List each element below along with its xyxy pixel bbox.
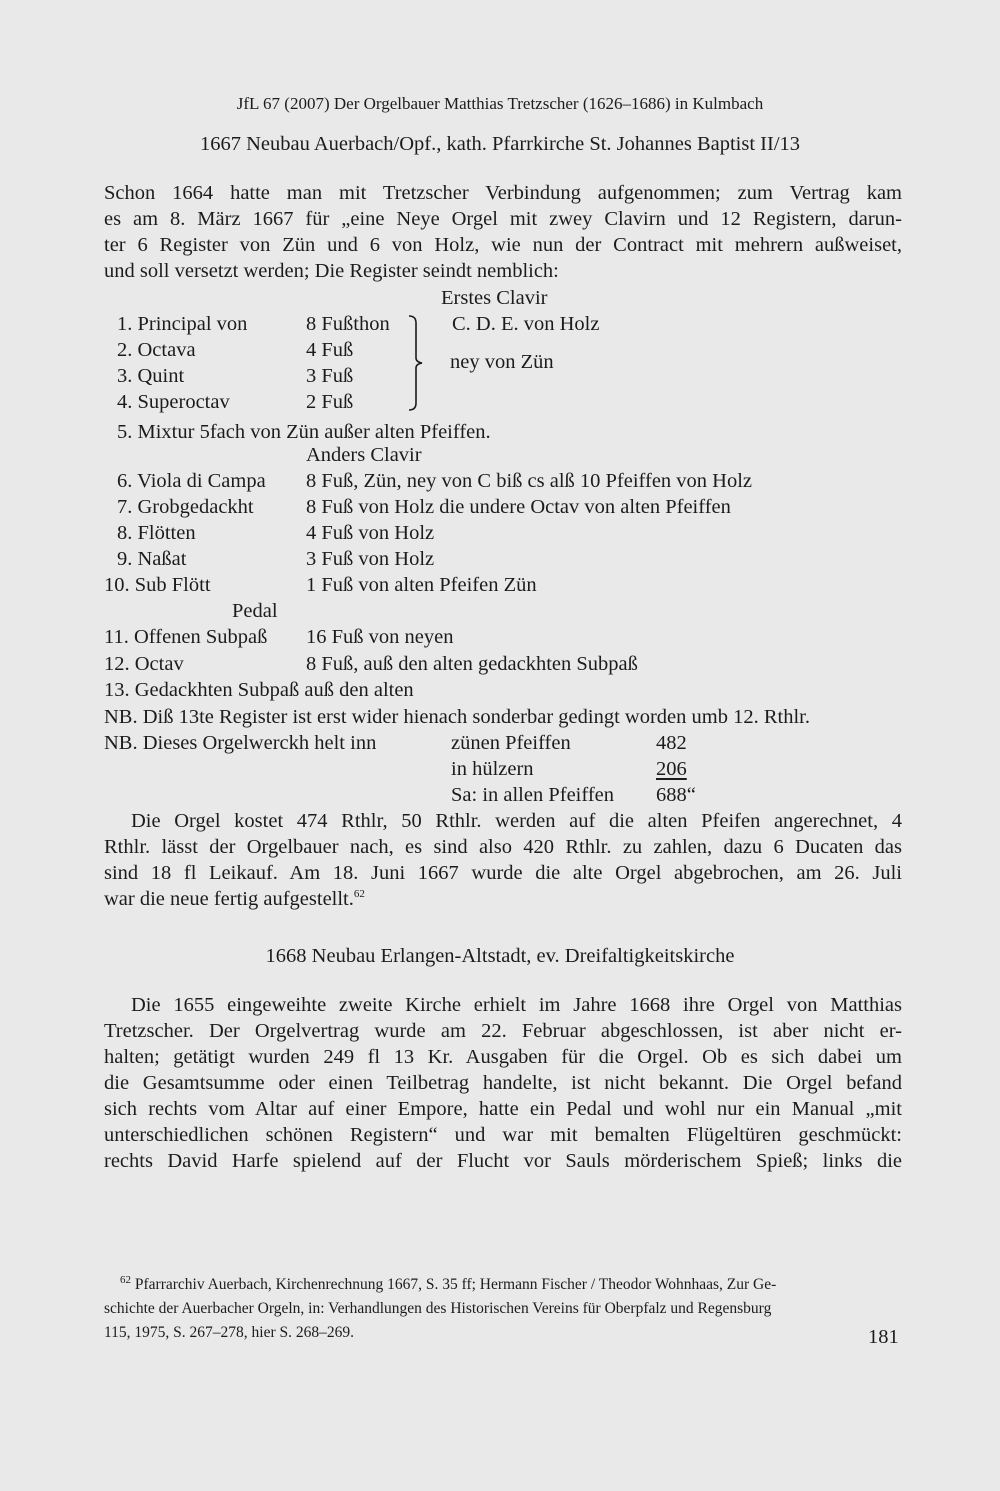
paragraph-line: sind 18 fl Leikauf. Am 18. Juni 1667 wurde die alte Orgel abgebrochen, am 26. Juli	[104, 862, 902, 884]
paragraph-line: Die Orgel kostet 474 Rthlr, 50 Rthlr. werden auf die alten Pfeifen angerechnet, 4	[131, 810, 902, 832]
nb-note: NB. Diß 13te Register ist erst wider hienach sonderbar gedingt worden umb 12. Rthlr.	[104, 706, 810, 728]
register-name: 3. Quint	[117, 365, 185, 387]
paragraph-line: halten; getätigt wurden 249 fl 13 Kr. Ausgaben für die Orgel. Ob es sich dabei um	[104, 1046, 902, 1068]
paragraph-line: Rthlr. lässt der Orgelbauer nach, es sind also 420 Rthlr. zu zahlen, dazu 6 Ducaten das	[104, 836, 902, 858]
register-name: 8. Flötten	[117, 522, 196, 544]
subheading-pedal: Pedal	[232, 600, 278, 622]
footnote-line: 115, 1975, S. 267–278, hier S. 268–269.	[104, 1324, 355, 1341]
brace-note: C. D. E. von Holz	[452, 313, 600, 335]
right-brace-icon	[405, 314, 429, 412]
paragraph-line: Schon 1664 hatte man mit Tretzscher Verbindung aufgenommen; zum Vertrag kam	[104, 182, 902, 204]
paragraph-line: sich rechts vom Altar auf einer Empore, hatte ein Pedal und wohl nur ein Manual „mit	[104, 1098, 902, 1120]
register-name: 13. Gedackhten Subpaß auß den alten	[104, 679, 414, 701]
pipe-count-value: 482	[656, 732, 687, 754]
subheading-erstes-clavir: Erstes Clavir	[441, 287, 548, 309]
register-size: 8 Fußthon	[306, 313, 390, 335]
footnote-reference: 62	[353, 888, 365, 901]
pipe-count-value: 206	[656, 758, 687, 780]
brace-note: ney von Zün	[450, 351, 554, 373]
register-size: 4 Fuß	[306, 339, 354, 361]
register-description: 8 Fuß von Holz die undere Octav von alten Pfeiffen	[306, 496, 731, 518]
paragraph-line: die Gesamtsumme oder einen Teilbetrag handelte, ist nicht bekannt. Die Orgel befand	[104, 1072, 902, 1094]
register-name: 7. Grobgedackht	[117, 496, 254, 518]
section-heading-erlangen: 1668 Neubau Erlangen-Altstadt, ev. Dreifaltigkeitskirche	[265, 945, 735, 967]
register-line: 5. Mixtur 5fach von Zün außer alten Pfeiffen.	[117, 421, 491, 443]
register-name: 1. Principal von	[117, 313, 248, 335]
register-size: 2 Fuß	[306, 391, 354, 413]
pipe-count-label: in hülzern	[451, 758, 534, 780]
register-name: 6. Viola di Campa	[117, 470, 266, 492]
paragraph-line: ter 6 Register von Zün und 6 von Holz, wie nun der Contract mit mehrern außweiset,	[104, 234, 902, 256]
register-name: 9. Naßat	[117, 548, 187, 570]
running-head: JfL 67 (2007) Der Orgelbauer Matthias Tretzscher (1626–1686) in Kulmbach	[236, 94, 764, 113]
page-number: 181	[868, 1326, 899, 1348]
footnote-text: Pfarrarchiv Auerbach, Kirchenrechnung 1667, S. 35 ff; Hermann Fischer / Theodor Wohnhaas, Zur Ge-	[134, 1276, 777, 1293]
register-name: 4. Superoctav	[117, 391, 230, 413]
register-description: 1 Fuß von alten Pfeifen Zün	[306, 574, 537, 596]
register-name: 10. Sub Flött	[104, 574, 211, 596]
subheading-anders-clavir: Anders Clavir	[306, 444, 422, 466]
register-name: 12. Octav	[104, 653, 184, 675]
section-heading-auerbach: 1667 Neubau Auerbach/Opf., kath. Pfarrkirche St. Johannes Baptist II/13	[199, 133, 801, 155]
paragraph-text: war die neue fertig aufgestellt.	[104, 888, 354, 910]
paragraph-line	[104, 888, 902, 911]
paragraph-line: Die 1655 eingeweihte zweite Kirche erhielt im Jahre 1668 ihre Orgel von Matthias	[131, 994, 902, 1016]
paragraph-line: es am 8. März 1667 für „eine Neye Orgel mit zwey Clavirn und 12 Registern, darun-	[104, 208, 902, 230]
register-description: 8 Fuß, auß den alten gedackhten Subpaß	[306, 653, 638, 675]
pipe-count-value: 688“	[656, 784, 696, 806]
register-description: 3 Fuß von Holz	[306, 548, 435, 570]
pipe-count-label: Sa: in allen Pfeiffen	[451, 784, 615, 806]
register-name: 11. Offenen Subpaß	[104, 626, 268, 648]
footnote-number: 62	[120, 1273, 131, 1286]
register-description: 8 Fuß, Zün, ney von C biß cs alß 10 Pfeiffen von Holz	[306, 470, 753, 492]
nb-note: NB. Dieses Orgelwerckh helt inn	[104, 732, 377, 754]
footnote-line: schichte der Auerbacher Orgeln, in: Verhandlungen des Historischen Vereins für Oberpfalz und Regensburg	[104, 1300, 772, 1317]
footnote-line	[120, 1273, 902, 1294]
register-description: 4 Fuß von Holz	[306, 522, 435, 544]
register-name: 2. Octava	[117, 339, 196, 361]
paragraph-line: und soll versetzt werden; Die Register seindt nemblich:	[104, 260, 559, 282]
paragraph-line: rechts David Harfe spielend auf der Flucht vor Sauls mörderischem Spieß; links die	[104, 1150, 902, 1172]
pipe-count-label: zünen Pfeiffen	[451, 732, 571, 754]
paragraph-line: unterschiedlichen schönen Registern“ und war mit bemalten Flügeltüren geschmückt:	[104, 1124, 902, 1146]
register-size: 3 Fuß	[306, 365, 354, 387]
register-description: 16 Fuß von neyen	[306, 626, 454, 648]
paragraph-line: Tretzscher. Der Orgelvertrag wurde am 22. Februar abgeschlossen, ist aber nicht er-	[104, 1020, 902, 1042]
